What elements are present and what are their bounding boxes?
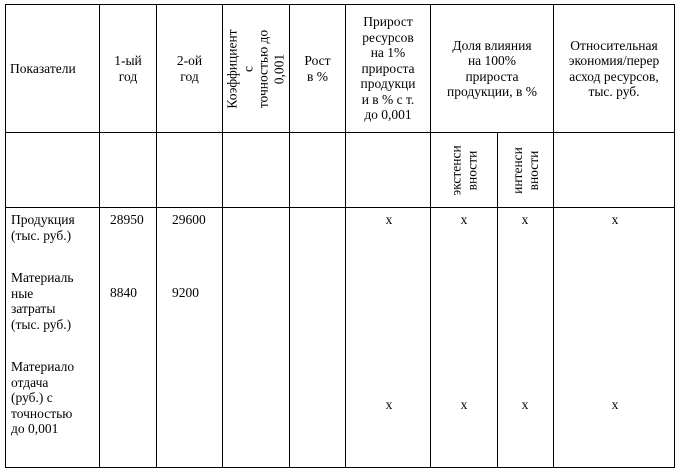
header-relative-savings: Относительная экономия/перер асход ресурсов, тыс. руб. bbox=[568, 37, 660, 99]
row-material-costs-year-2: 9200 bbox=[172, 285, 199, 300]
row-production-year-1: 28950 bbox=[110, 212, 144, 227]
row-material-return-resource-mark: x bbox=[385, 397, 393, 412]
header-coefficient: Коэффициент с точностью до 0,001 bbox=[225, 28, 287, 109]
row-production-year-2: 29600 bbox=[172, 212, 206, 227]
header-coefficient-cell bbox=[223, 5, 289, 132]
row-material-return-extensive-mark: x bbox=[460, 397, 468, 412]
subheader-intensive: интенси вности bbox=[509, 146, 541, 194]
row-material-costs-label: Материаль ные затраты (тыс. руб.) bbox=[11, 270, 74, 332]
header-influence-share: Доля влияния на 100% прироста продукции, в % bbox=[447, 37, 537, 99]
row-material-return-label: Материало отдача (руб.) с точностью до 0,001 bbox=[11, 359, 75, 436]
subheader-extensive-cell bbox=[431, 133, 497, 207]
header-bottom-border bbox=[5, 207, 675, 208]
row-production-savings-mark: x bbox=[611, 212, 619, 227]
header-row-divider bbox=[5, 132, 675, 133]
subheader-intensive-cell bbox=[498, 133, 553, 207]
row-production-intensive-mark: x bbox=[521, 212, 529, 227]
row-production-label: Продукция (тыс. руб.) bbox=[11, 212, 75, 243]
column-divider bbox=[674, 4, 675, 468]
table-border-bottom bbox=[5, 467, 675, 468]
row-material-costs-year-1: 8840 bbox=[110, 285, 137, 300]
header-indicator: Показатели bbox=[10, 60, 76, 76]
header-resource-increase: Прирост ресурсов на 1% прироста продукци и в % с т. до 0,001 bbox=[360, 14, 416, 123]
header-year-1: 1-ый год bbox=[114, 53, 142, 84]
subheader-extensive: экстенси вности bbox=[448, 144, 479, 196]
row-production-extensive-mark: x bbox=[460, 212, 468, 227]
row-material-return-intensive-mark: x bbox=[521, 397, 529, 412]
row-material-return-savings-mark: x bbox=[611, 397, 619, 412]
header-growth: Рост в % bbox=[304, 53, 331, 84]
header-year-2: 2-ой год bbox=[176, 53, 203, 84]
row-production-resource-mark: x bbox=[385, 212, 393, 227]
